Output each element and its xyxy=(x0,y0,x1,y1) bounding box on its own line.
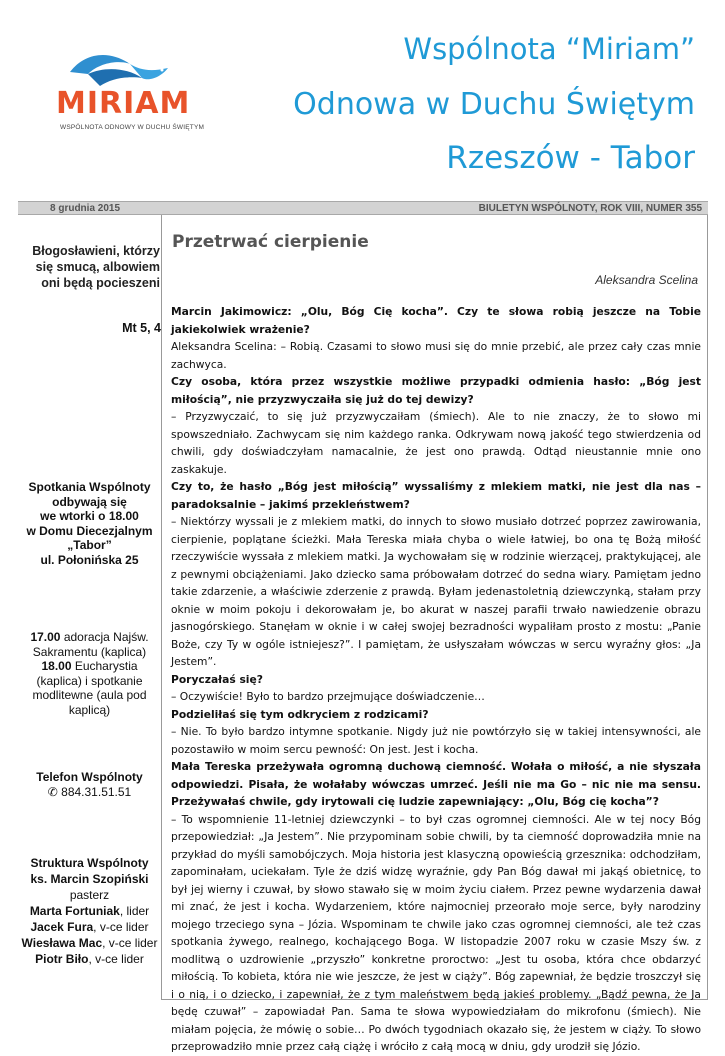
schedule-time: 17.00 xyxy=(30,630,61,644)
interview-question: Czy osoba, która przez wszystkie możliwe przypadki odmienia hasło: „Bóg jest miłością”, nie przyzwyczaiła się już do tej dewizy? xyxy=(171,375,701,406)
meeting-line: „Tabor” xyxy=(67,538,112,552)
interview-answer: – Niektórzy wyssali je z mlekiem matki, do innych to słowo musiało dotrzeć poprzez zawirowania, cierpienie, poplątane ścieżki. Mała Tereska miała chyba o wiele łatwiej, bo ona tę Bożą miłość rzeczywiście wyssała z mlekiem matki. Ja wychowałam się w rodzinie wierzącej, praktykującej, ale z pewnymi obciążeniami. Jako dziecko sama próbowałam dotrzeć do sedna wiary. Pamiętam jedno takie zdarzenie, a właściwie zderzenie z prawdą. Byłam jedenastoletnią dziewczynką, stałam przy oknie w moim pokoju i dekorowałam je, bo akurat w naszej parafii trwało nawiedzenie obrazu jasnogórskiego. Stanęłam w oknie i w całej swojej bezradności wypaliłam prosto z mostu: „Panie Boże, czy Ty w ogóle istniejesz?”. I pamiętam, że usłyszałam wówczas w sercu wyraźny głos: „Ja Jestem”. xyxy=(171,515,701,668)
person-role: pasterz xyxy=(69,888,110,902)
person-entry xyxy=(18,919,161,935)
miriam-logo xyxy=(50,42,205,142)
person-entry xyxy=(18,951,161,967)
sidebar-meetings xyxy=(18,480,161,567)
meeting-line: Spotkania Wspólnoty xyxy=(28,480,151,494)
article-box xyxy=(161,215,708,1053)
person-role: , v-ce lider xyxy=(88,952,144,966)
article-author: Aleksandra Scelina xyxy=(595,273,698,287)
issue-number: BIULETYN WSPÓLNOTY, ROK VIII, NUMER 355 xyxy=(478,203,702,214)
interview-answer: Aleksandra Scelina: – Robią. Czasami to słowo musi się do mnie przebić, ale przez cały czas mnie zachwyca. xyxy=(171,340,701,371)
schedule-text: Eucharystia (kaplica) i spotkanie modlitewne (aula pod kaplicą) xyxy=(32,659,147,717)
interview-answer: – To wspomnienie 11-letniej dziewczynki – to był czas ogromnej ciemności. Ale w tej nocy Bóg przepowiedział: „Ja Jestem”. Nie przypominam sobie chwili, by ta ciemność doprowadziła mnie na przykład do myśli samobójczych. Moja historia jest klasyczną opowieścią grzesznika: odchodziłam, zapominałam, uciekałam. Tyle że dziś widzę wyraźnie, gdy Pan Bóg dawał mi jakąś obietnicę, to był jej wierny i czuwał, by słowo stawało się w moim życiu ciałem. Przez pewne wydarzenia dawał mi znać, że jest i kocha. Wydarzeniem, które najmocniej przeorało moje serce, były narodziny mojego trzeciego syna – Józia. Wspominam te chwile jako czas ogromnej ciemności, ale też czas spotkania żywego, realnego, kochającego Boga. W listopadzie 2007 roku w czasie Mszy św. z modlitwą o uzdrowienie „przyszło” konkretne proroctwo: „Jest tu osoba, która chce obdarzyć miłością. To kobieta, która nie wie jeszcze, że jest w ciąży”. Bóg zapewniał, że będzie troszczył się i o nią, i o dziecko, i zapewniał, że z tym maleństwem będą jakieś problemy. „Bądź pewna, że Ja będę czuwał” – zapowiadał Pan. Sama te słowa wypowiedziałam do mikrofonu (śmiech). Nie miałam pojęcia, że mówię o sobie… Po dwóch tygodniach okazało się, że jestem w ciąży. To słowo przeprowadziło mnie przez całą ciążę i wróciło z całą mocą w dniu, gdy urodził się Józio. xyxy=(171,812,701,1053)
interview-answer: – Nie. To było bardzo intymne spotkanie. Nigdy już nie powtórzyło się w takiej intensywności, ale pozostawiło w moim sercu pewność: On jest. Jest i kocha. xyxy=(171,725,701,756)
person-name: Jacek Fura xyxy=(30,920,94,934)
person-entry xyxy=(18,935,161,951)
person-entry xyxy=(18,871,161,887)
interview-question: Poryczałaś się? xyxy=(171,672,263,686)
article-body xyxy=(171,303,701,1056)
sidebar-structure xyxy=(18,855,161,967)
meeting-line: w Domu Diecezjalnym xyxy=(26,523,153,538)
header-title-line2: Odnowa w Duchu Świętym xyxy=(293,87,695,122)
meeting-line: ul. Połonińska 25 xyxy=(40,552,139,567)
person-role: , v-ce lider xyxy=(93,920,149,934)
interview-question: Podzieliłaś się tym odkryciem z rodzicami? xyxy=(171,707,429,721)
interview-question: Mała Tereska przeżywała ogromną duchową ciemność. Wołała o miłość, a nie słyszała odpowiedzi. Pisała, że wołałaby wówczas umrzeć. Jeśli nie ma Go – nic nie ma sensu. Przeżywałaś chwile, gdy irytowali cię ludzie zapewniający: „Olu, Bóg cię kocha”? xyxy=(171,760,701,808)
issue-bar xyxy=(18,201,708,215)
issue-date: 8 grudnia 2015 xyxy=(50,203,121,214)
phone-label: Telefon Wspólnoty xyxy=(36,770,143,784)
article-title: Przetrwać cierpienie xyxy=(172,232,369,252)
sidebar-quote: Błogosławieni, którzy się smucą, albowiem oni będą pocieszeni xyxy=(32,244,160,290)
sidebar-phone xyxy=(18,770,161,800)
person-name: Wiesława Mac xyxy=(21,936,103,950)
sidebar-quote-reference: Mt 5, 4 xyxy=(122,321,161,335)
header-title-line3: Rzeszów - Tabor xyxy=(446,140,695,176)
phone-icon: ✆ xyxy=(47,785,62,799)
person-entry xyxy=(18,887,161,903)
meeting-line: odbywają się xyxy=(52,494,127,509)
schedule-time: 18.00 xyxy=(41,659,72,673)
person-name: ks. Marcin Szopiński xyxy=(30,872,149,886)
interview-question: Czy to, że hasło „Bóg jest miłością” wyssaliśmy z mlekiem matki, nie jest dla nas – paradoksalnie – jakimś przekleństwem? xyxy=(171,480,701,511)
person-role: , v-ce lider xyxy=(102,936,158,950)
structure-label: Struktura Wspólnoty xyxy=(30,856,149,870)
person-entry xyxy=(18,903,161,919)
header-title-line1: Wspólnota “Miriam” xyxy=(403,32,695,66)
logo-wordmark: MIRIAM xyxy=(56,86,191,121)
schedule-item xyxy=(18,630,161,659)
phone-line xyxy=(18,785,161,800)
sidebar-schedule xyxy=(18,630,161,717)
meeting-line: we wtorki o 18.00 xyxy=(40,509,139,523)
person-name: Marta Fortuniak xyxy=(29,904,120,918)
schedule-item xyxy=(18,659,161,717)
interview-answer: – Przyzwyczaić, to się już przyzwyczaiłam (śmiech). Ale to nie znaczy, że to słowo mi spowszedniało. Zachwycam się nim każdego ranka. Odkrywam nową jakość tego stwierdzenia od chwili, gdy doświadczyłam namacalnie, że jest ono prawdą. Odtąd nieustannie mnie ono zaskakuje. xyxy=(171,410,701,476)
phone-number: 884.31.51.51 xyxy=(61,785,132,799)
person-role: , lider xyxy=(119,904,150,918)
logo-subtitle: WSPÓLNOTA ODNOWY W DUCHU ŚWIĘTYM xyxy=(60,124,205,131)
interview-answer: – Oczywiście! Było to bardzo przejmujące doświadczenie… xyxy=(171,690,485,703)
interview-question: Marcin Jakimowicz: „Olu, Bóg Cię kocha”. Czy te słowa robią jeszcze na Tobie jakiekolwiek wrażenie? xyxy=(171,305,701,336)
person-name: Piotr Biło xyxy=(35,952,89,966)
schedule-text: adoracja Najśw. Sakramentu (kaplica) xyxy=(32,630,149,659)
